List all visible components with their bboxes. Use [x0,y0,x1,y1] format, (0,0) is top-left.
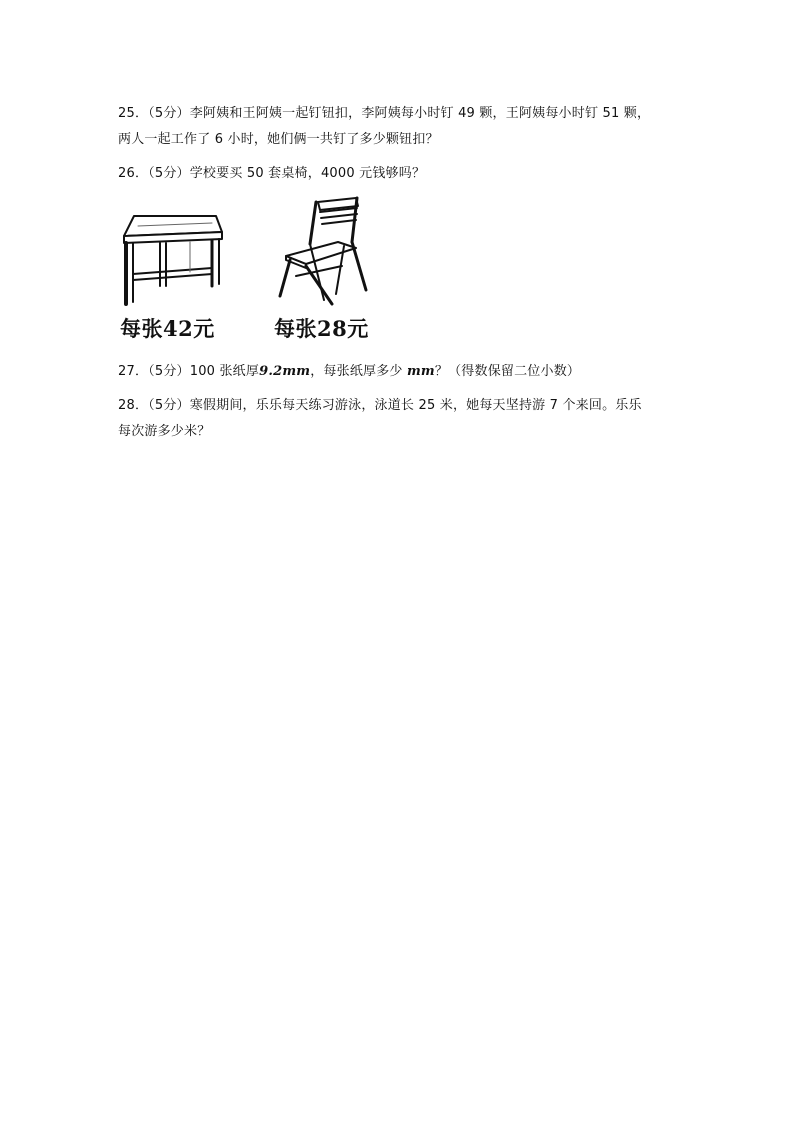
question-score: （5分） [148,398,190,413]
desk-icon [120,212,224,308]
thickness-value: 9.2 [259,364,283,379]
question-text: ？（得数保留二位小数） [434,364,581,379]
answer-unit: mm [406,364,435,379]
question-score: （5分） [148,364,190,379]
question-text: 学校要买 50 套桌椅，4000 元钱够吗？ [189,166,426,181]
question-25-line-1 [118,101,678,127]
question-28 [118,393,678,445]
question-score: （5分） [148,166,190,181]
question-26 [118,161,678,187]
question-number: 27． [118,364,149,379]
question-number: 26． [118,166,149,181]
question-number: 28． [118,398,149,413]
chair-price-label: 每张28元 [274,316,369,341]
question-number: 25． [118,106,149,121]
question-25-line-2: 两人一起工作了 6 小时，她们俩一共钉了多少颗钮扣？ [118,132,439,147]
question-27 [118,359,678,385]
desk-price-label: 每张42元 [120,316,215,341]
chair-icon [276,196,378,308]
question-28-line-1 [118,393,678,419]
question-text: 李阿姨和王阿姨一起钉钮扣，李阿姨每小时钉 49 颗，王阿姨每小时钉 51 颗， [189,106,651,121]
question-text: 100 张纸厚 [189,364,260,379]
question-score: （5分） [148,106,190,121]
question-28-line-2: 每次游多少米？ [118,424,211,439]
question-25 [118,101,678,153]
question-text: ，每张纸厚多少 [310,364,407,379]
thickness-unit: mm [282,364,311,379]
question-text: 寒假期间，乐乐每天练习游泳，泳道长 25 米，她每天坚持游 7 个来回。乐乐 [189,398,642,413]
